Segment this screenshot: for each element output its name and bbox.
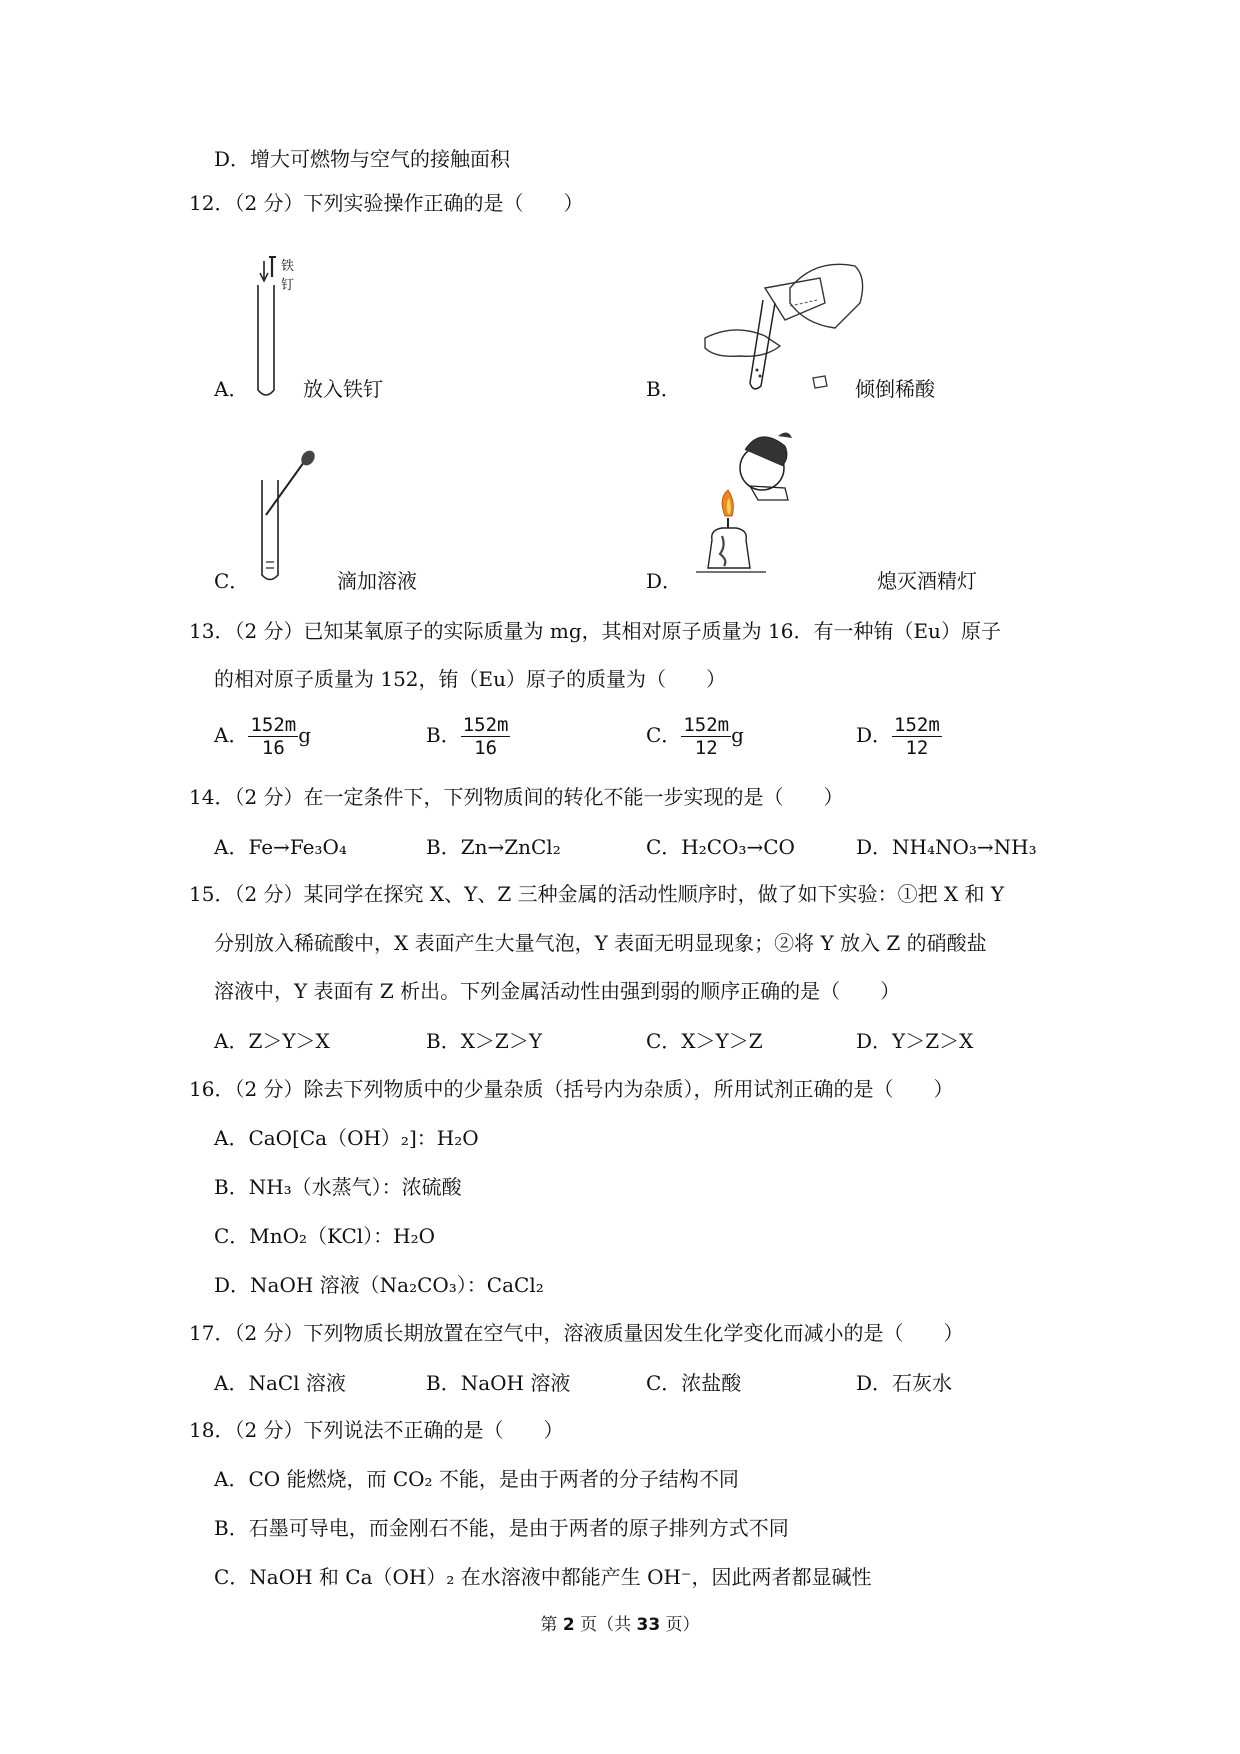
q12-option-c-caption: 滴加溶液 [337,569,417,593]
q15-stem-line3: 溶液中，Y 表面有 Z 析出。下列金属活动性由强到弱的顺序正确的是（ ） [214,979,901,1003]
q18-option-b: B．石墨可导电，而金刚石不能，是由于两者的原子排列方式不同 [214,1516,789,1540]
q15-option-a: A．Z＞Y＞X [214,1029,330,1053]
q14-stem: 14．（2 分）在一定条件下，下列物质间的转化不能一步实现的是（ ） [189,785,844,809]
q13-option-d-denominator: 12 [905,737,929,759]
q13-option-a-fraction [248,714,298,759]
q13-stem-line2: 的相对原子质量为 152，铕（Eu）原子的质量为（ ） [214,667,727,691]
footer-suffix: 页） [660,1615,700,1635]
q13-option-c-unit: g [731,723,744,747]
test-tube-nail-figure [248,255,308,400]
q18-option-c: C．NaOH 和 Ca（OH）₂ 在水溶液中都能产生 OH⁻，因此两者都显碱性 [214,1565,872,1589]
q12-option-b-letter: B． [646,377,681,401]
q15-stem-line2: 分别放入稀硫酸中，X 表面产生大量气泡，Y 表面无明显现象；②将 Y 放入 Z 的硝酸盐 [214,931,987,955]
q18-option-a: A．CO 能燃烧，而 CO₂ 不能，是由于两者的分子结构不同 [214,1467,739,1491]
q15-option-b: B．X＞Z＞Y [426,1029,543,1053]
q13-option-b-numerator: 152m [462,714,509,736]
q12-option-d-caption: 熄灭酒精灯 [877,569,977,593]
q12-option-a-caption: 放入铁钉 [303,377,383,401]
footer-total-pages: 33 [636,1615,661,1635]
nail-label-2: 钉 [281,278,295,293]
q13-option-a-numerator: 152m [250,714,297,736]
q12-option-a-letter: A． [214,377,249,401]
nail-label-1: 铁 [281,259,295,274]
q12-option-b-caption: 倾倒稀酸 [855,377,935,401]
q18-stem: 18．（2 分）下列说法不正确的是（ ） [189,1418,564,1442]
q17-option-a: A．NaCl 溶液 [214,1371,346,1395]
q14-option-a: A．Fe→Fe₃O₄ [214,835,347,859]
q11-option-d: D．增大可燃物与空气的接触面积 [214,147,511,171]
q14-option-d: D．NH₄NO₃→NH₃ [856,835,1037,859]
q13-option-a-denominator: 16 [261,737,285,759]
q13-option-a-letter: A． [214,723,249,747]
alcohol-lamp-figure [690,428,810,586]
pouring-acid-figure [695,258,870,403]
q13-option-b-fraction [461,714,511,759]
q16-stem: 16．（2 分）除去下列物质中的少量杂质（括号内为杂质），所用试剂正确的是（ ） [189,1077,954,1101]
q17-option-d: D．石灰水 [856,1371,953,1395]
q13-option-d-numerator: 152m [894,714,940,736]
q13-option-a [214,714,311,759]
page-footer [0,1610,1240,1635]
footer-prefix: 第 [540,1615,563,1635]
q14-option-b: B．Zn→ZnCl₂ [426,835,561,859]
q12-option-d-letter: D． [646,569,683,593]
q13-option-c-numerator: 152m [683,714,730,736]
q16-option-a: A．CaO[Ca（OH）₂]：H₂O [214,1126,479,1150]
q12-stem: 12．（2 分）下列实验操作正确的是（ ） [189,191,584,215]
q13-option-c [646,714,744,759]
q13-option-b-letter: B． [426,723,461,747]
q13-option-d-letter: D． [856,723,893,747]
q13-stem-line1: 13．（2 分）已知某氧原子的实际质量为 mg，其相对原子质量为 16．有一种铕（Eu）原子 [189,619,1001,643]
footer-middle: 页（共 [574,1615,637,1635]
q12-option-c-letter: C． [214,569,250,593]
q15-option-c: C．X＞Y＞Z [646,1029,763,1053]
q15-option-d: D．Y＞Z＞X [856,1029,974,1053]
q13-option-b [426,714,510,759]
q13-option-c-fraction [681,714,731,759]
q16-option-c: C．MnO₂（KCl）：H₂O [214,1224,436,1248]
q14-option-c: C．H₂CO₃→CO [646,835,795,859]
q15-stem-line1: 15．（2 分）某同学在探究 X、Y、Z 三种金属的活动性顺序时，做了如下实验：①把 X 和 Y [189,882,1005,906]
q17-option-c: C．浓盐酸 [646,1371,742,1395]
q13-option-b-denominator: 16 [474,737,498,759]
q13-option-c-letter: C． [646,723,682,747]
q13-option-c-denominator: 12 [694,737,718,759]
q17-stem: 17．（2 分）下列物质长期放置在空气中，溶液质量因发生化学变化而减小的是（ ） [189,1321,964,1345]
q17-option-b: B．NaOH 溶液 [426,1371,571,1395]
dropper-figure [250,450,320,585]
q16-option-b: B．NH₃（水蒸气）：浓硫酸 [214,1175,462,1199]
q13-option-d-fraction [892,714,942,759]
footer-page-number: 2 [562,1615,575,1635]
q16-option-d: D．NaOH 溶液（Na₂CO₃）：CaCl₂ [214,1273,544,1297]
q13-option-d [856,714,942,759]
q13-option-a-unit: g [298,723,312,747]
